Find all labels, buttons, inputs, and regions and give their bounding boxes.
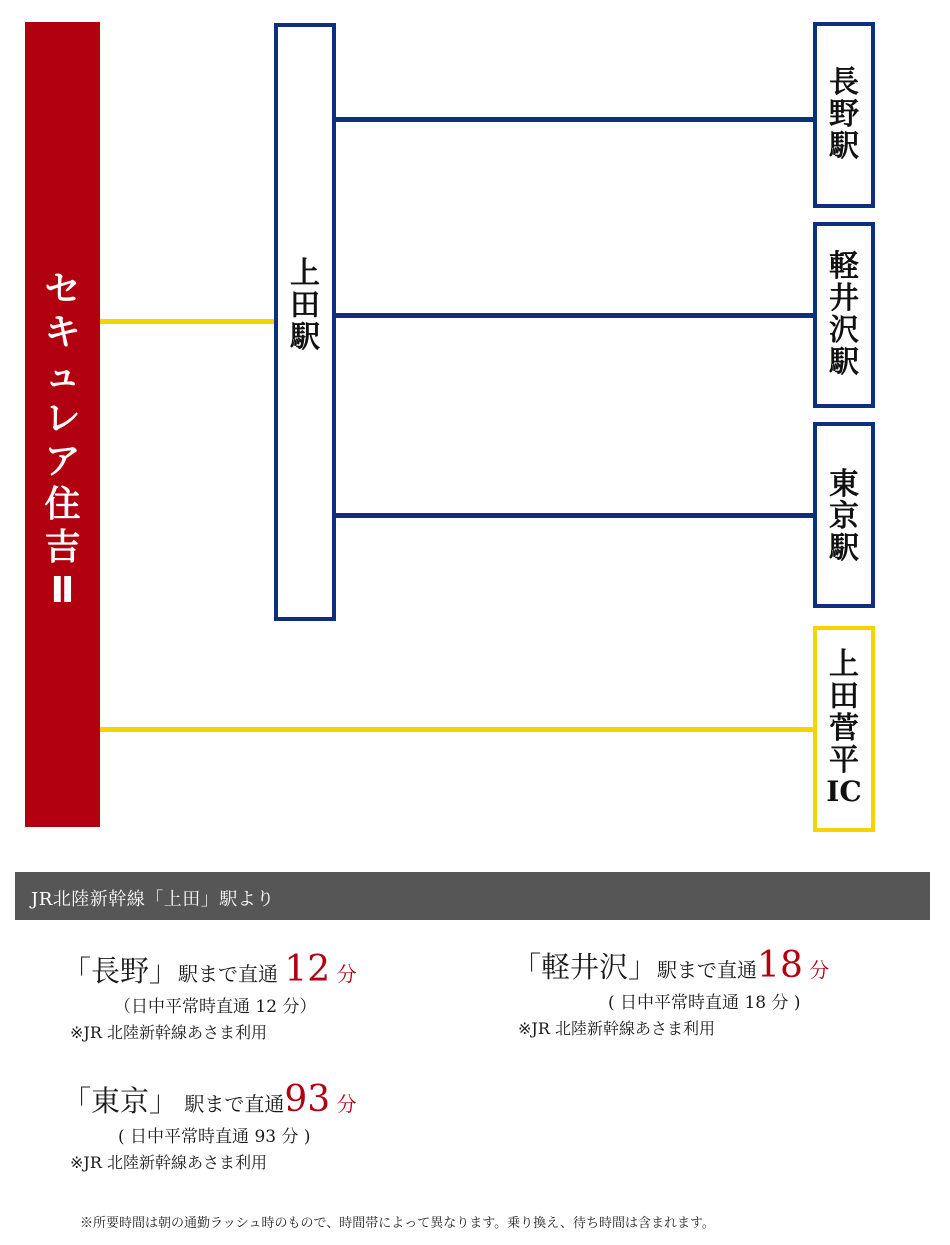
nagano-station-label: 長 野 駅 [829, 65, 859, 164]
route-sub-line: （日中平常時直通 12 分） [114, 997, 317, 1017]
ueda-sugadaira-ic-box [813, 626, 875, 832]
route-main-line: 「軽井沢」駅まで直通18 分 [512, 945, 830, 986]
rail-line-to-nagano [336, 117, 815, 122]
karuizawa-station-box [813, 222, 875, 408]
route-sub-line: ( 日中平常時直通 18 分 ) [608, 993, 801, 1013]
tokyo-station-box [813, 422, 875, 608]
route-station-name: 東京 [91, 1084, 150, 1118]
route-unit: 分 [336, 1092, 357, 1116]
route-station-name: 軽井沢 [541, 950, 629, 984]
route-main-line: 「長野」駅まで直通 12 分 [62, 949, 357, 990]
road-line-to-ic [100, 727, 815, 732]
route-note: ※JR 北陸新幹線あさま利用 [70, 1023, 267, 1042]
origin-property-box [25, 22, 100, 827]
route-tokyo [62, 1080, 357, 1176]
ueda-station-label: 上 田 駅 [290, 256, 320, 355]
route-note: ※JR 北陸新幹線あさま利用 [70, 1153, 267, 1172]
route-minutes: 18 [757, 945, 803, 986]
origin-property-name: セ キ ュ レ ア 住 吉 Ⅱ [44, 269, 81, 611]
ueda-sugadaira-ic-label: 上 田 菅 平 IC [826, 647, 862, 808]
route-text: 駅まで直通 [178, 962, 279, 986]
footnote: ※所要時間は朝の通勤ラッシュ時のもので、時間帯によって異なります。乗り換え、待ち時間は含まれます。 [80, 1216, 715, 1231]
route-unit: 分 [809, 958, 830, 982]
info-header-bar [15, 872, 930, 920]
route-main-line: 「東京」 駅まで直通93 分 [62, 1079, 357, 1120]
route-karuizawa [512, 946, 829, 1042]
road-line-to-ueda-station [100, 319, 274, 324]
route-minutes: 12 [284, 949, 331, 990]
route-station-name: 長野 [91, 954, 150, 988]
route-sub-line: ( 日中平常時直通 93 分 ) [118, 1127, 311, 1147]
info-header-title: JR北陸新幹線「上田」駅より [31, 889, 275, 910]
karuizawa-station-label: 軽 井 沢 駅 [829, 249, 859, 380]
rail-line-to-tokyo [336, 513, 815, 518]
route-nagano [62, 950, 357, 1046]
route-minutes: 93 [284, 1079, 331, 1120]
route-note: ※JR 北陸新幹線あさま利用 [518, 1019, 715, 1038]
route-text: 駅まで直通 [657, 958, 758, 982]
route-unit: 分 [336, 962, 357, 986]
rail-line-to-karuizawa [336, 313, 815, 318]
tokyo-station-label: 東 京 駅 [829, 467, 859, 566]
route-text: 駅まで直通 [184, 1092, 285, 1116]
nagano-station-box [813, 22, 875, 208]
ueda-station-box [274, 23, 336, 621]
